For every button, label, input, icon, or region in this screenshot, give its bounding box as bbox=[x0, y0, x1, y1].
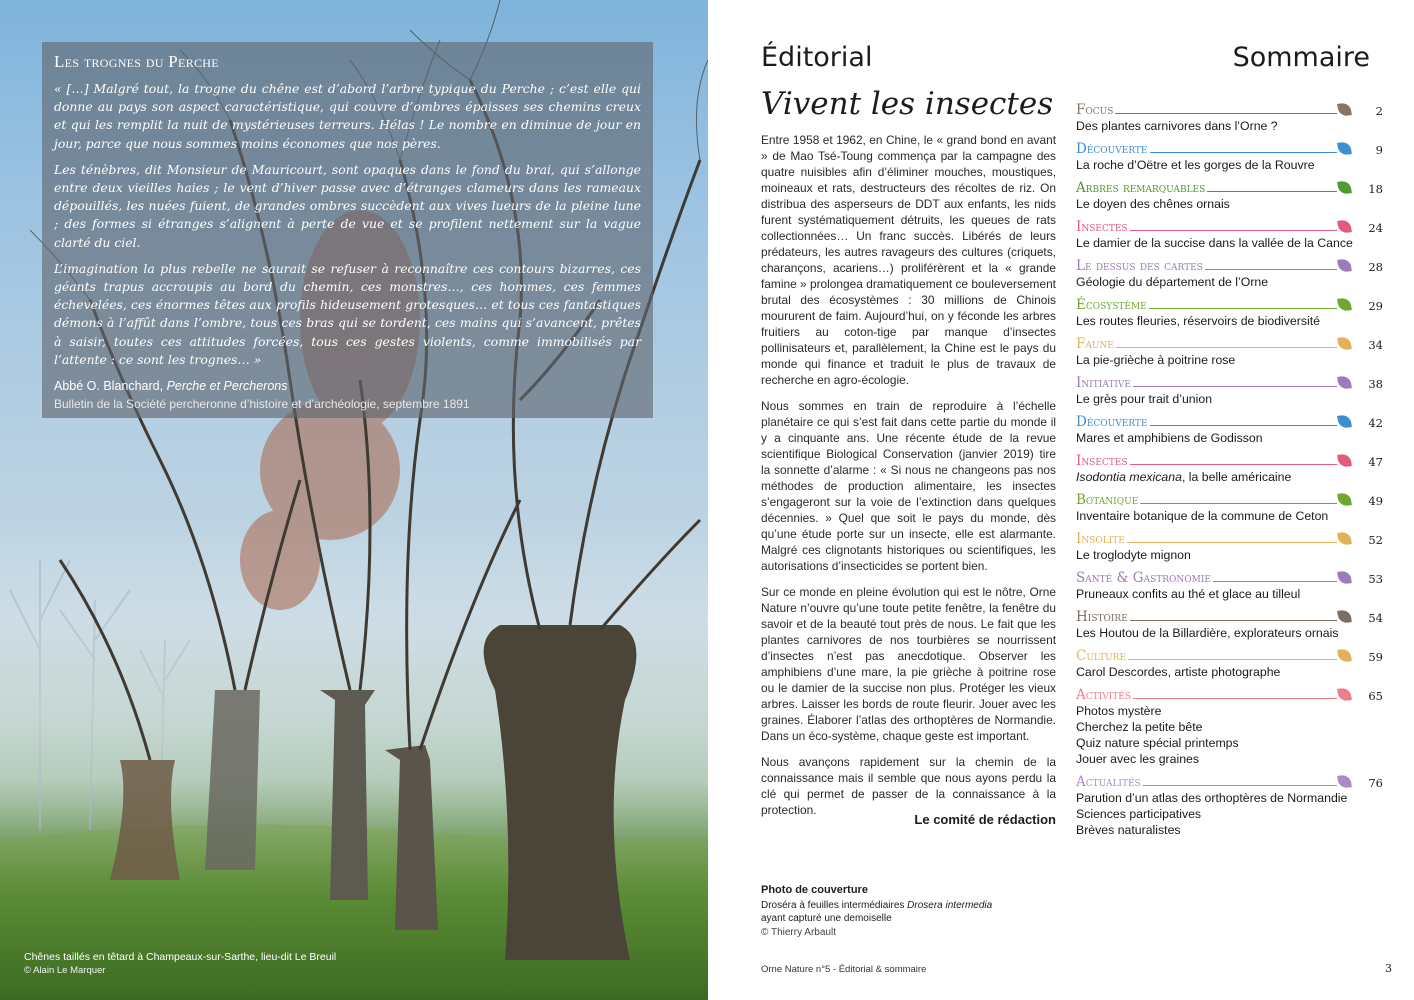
photo-credit: © Alain Le Marquer bbox=[24, 965, 106, 976]
toc-entry-header bbox=[1076, 774, 1383, 790]
toc-entry[interactable] bbox=[1076, 648, 1383, 680]
quote-box bbox=[42, 42, 653, 418]
toc-item: La roche d’Oëtre et les gorges de la Rouvre bbox=[1076, 158, 1315, 172]
toc-leader-line bbox=[1133, 698, 1337, 699]
toc-category: Faune bbox=[1076, 336, 1114, 352]
toc-page-number: 42 bbox=[1368, 416, 1383, 430]
editorial-paragraph: Nous avançons rapidement sur la chemin de la connaissance mais il semble que nous ayons perdu la clé qui permet de passer de la connaissance à la protection. bbox=[761, 755, 1056, 817]
toc-entry-header bbox=[1076, 219, 1383, 235]
toc-category: Le dessus des cartes bbox=[1076, 258, 1203, 274]
toc-entry[interactable] bbox=[1076, 102, 1383, 134]
toc-item: Cherchez la petite bête bbox=[1076, 720, 1203, 734]
toc-entry-header bbox=[1076, 609, 1383, 625]
cover-desc-suffix: ayant capturé une demoiselle bbox=[761, 912, 892, 924]
cover-photo-credit: © Thierry Arbault bbox=[761, 927, 836, 938]
quote-paragraph: Les ténèbres, dit Monsieur de Mauricourt, sont opaques dans le fond du brai, qui s’allonge entre deux vieilles haies ; le vent d’hiver passe avec d’étranges clameurs dans les rameaux dépouillés, les nuées fuient, de grandes ombres succèdent aux vives lueurs de la pleine lune ; des formes si étranges s’alignent à perte de vue et se profilent nettement sur la vague clarté du ciel. bbox=[54, 161, 641, 250]
toc-leader-line bbox=[1127, 542, 1337, 543]
quote-paragraph: « […] Malgré tout, la trogne du chêne est d’abord l’arbre typique du Perche ; c’est elle qui donne au pays son aspect caractéristique, qui couvre d’ombres épaisses ses chemins creux et qui les remplit la nuit de mystérieuses terreurs. Hélas ! Le nombre en diminue de jour en jour, parce que nous sommes moins économes que nos pères. bbox=[54, 81, 641, 151]
editorial-signature: Le comité de rédaction bbox=[914, 812, 1056, 827]
toc-category: Actualités bbox=[1076, 774, 1141, 790]
toc-entry[interactable] bbox=[1076, 570, 1383, 602]
toc-page-number: 76 bbox=[1368, 776, 1383, 790]
toc-entry-header bbox=[1076, 180, 1383, 196]
leaf-icon bbox=[1337, 492, 1352, 507]
toc-category: Insectes bbox=[1076, 219, 1128, 235]
quote-paragraph: L’imagination la plus rebelle ne saurait se refuser à reconnaître ces contours bizarres, ces géants trapus accroupis au bord du chemin, ces monstres…, ces hommes, ces femmes échevelées, ces énormes têtes aux profils hideusement grotesques… et tous ces fantastiques démons à l’affût dans l’ombre, tous ces bras qui se tordent, ces mains qui s’avancent, prêtes à saisir, toutes ces attitudes forcées, tous ces gestes violents, comme immobilisés par l’attente : ce sont les trognes… » bbox=[54, 260, 641, 367]
toc-item-species: Isodontia mexicana bbox=[1076, 470, 1182, 484]
editorial-page bbox=[708, 0, 1414, 1000]
toc-category: Culture bbox=[1076, 648, 1127, 664]
toc-category: Focus bbox=[1076, 102, 1114, 118]
toc-leader-line bbox=[1130, 230, 1337, 231]
toc-item: La pie-grièche à poitrine rose bbox=[1076, 353, 1236, 367]
toc-page-number: 18 bbox=[1368, 182, 1383, 196]
quote-author-work: Perche et Percherons bbox=[166, 379, 288, 394]
toc-page-number: 54 bbox=[1368, 611, 1383, 625]
toc-leader-line bbox=[1150, 425, 1337, 426]
toc-entry-header bbox=[1076, 492, 1383, 508]
toc-page-number: 28 bbox=[1368, 260, 1383, 274]
toc-page-number: 65 bbox=[1368, 689, 1383, 703]
cover-desc-species: Drosera intermedia bbox=[907, 900, 993, 911]
toc-entry-header bbox=[1076, 375, 1383, 391]
toc-item: Géologie du département de l’Orne bbox=[1076, 275, 1269, 289]
toc-page-number: 53 bbox=[1368, 572, 1383, 586]
toc-entry[interactable] bbox=[1076, 687, 1383, 767]
toc-entry-header bbox=[1076, 414, 1383, 430]
toc-item: Sciences participatives bbox=[1076, 807, 1202, 821]
toc-item: Jouer avec les graines bbox=[1076, 752, 1200, 766]
toc-leader-line bbox=[1213, 581, 1337, 582]
toc-page-number: 47 bbox=[1368, 455, 1383, 469]
toc-page-number: 59 bbox=[1368, 650, 1383, 664]
toc-item bbox=[1076, 469, 1383, 485]
toc-leader-line bbox=[1116, 347, 1337, 348]
toc-page-number: 9 bbox=[1375, 143, 1383, 157]
toc-leader-line bbox=[1133, 386, 1337, 387]
cover-photo-info bbox=[761, 884, 1056, 938]
toc-entry-header bbox=[1076, 570, 1383, 586]
editorial-body bbox=[761, 132, 1056, 828]
toc-leader-line bbox=[1150, 152, 1337, 153]
toc-category: Santé & Gastronomie bbox=[1076, 570, 1211, 586]
toc-entry[interactable] bbox=[1076, 258, 1383, 290]
leaf-icon bbox=[1337, 336, 1352, 351]
toc-item: Des plantes carnivores dans l’Orne ? bbox=[1076, 119, 1278, 133]
photo-caption: Chênes taillés en têtard à Champeaux-sur-Sarthe, lieu-dit Le Breuil bbox=[24, 951, 337, 963]
leaf-icon bbox=[1337, 531, 1352, 546]
editorial-paragraph: Sur ce monde en pleine évolution qui est le nôtre, Orne Nature n’ouvre qu’une toute petite fenêtre, la fenêtre du savoir et de la beauté tout près de nous. Le fait que les plantes carnivores de nos tourbières se nourrissent d’insectes n’est pas anecdotique. Observer les amphibiens d’une mare, la pie grièche à poitrine rose ou le damier de la succise non plus. Protéger les vieux arbres. Laisser les bords de route fleurir. Jouer avec les graines. Élaborer l’atlas des orthoptères de Normandie. Dans un éco-système, chaque geste est important. bbox=[761, 585, 1056, 743]
toc-entry-header bbox=[1076, 141, 1383, 157]
toc-entry[interactable] bbox=[1076, 180, 1383, 212]
leaf-icon bbox=[1337, 297, 1352, 312]
toc-entry[interactable] bbox=[1076, 453, 1383, 485]
leaf-icon bbox=[1337, 141, 1352, 156]
toc-entry-header bbox=[1076, 453, 1383, 469]
cover-photo-description bbox=[761, 900, 1056, 925]
toc-leader-line bbox=[1130, 620, 1337, 621]
toc-entry-header bbox=[1076, 297, 1383, 313]
toc-entry[interactable] bbox=[1076, 774, 1383, 838]
toc-leader-line bbox=[1115, 113, 1337, 114]
table-of-contents bbox=[1076, 102, 1383, 845]
toc-entry[interactable] bbox=[1076, 375, 1383, 407]
footer-text: Orne Nature n°5 - Éditorial & sommaire bbox=[761, 964, 927, 975]
editorial-heading: Éditorial bbox=[761, 42, 873, 73]
toc-category: Botanique bbox=[1076, 492, 1139, 508]
toc-category: Arbres remarquables bbox=[1076, 180, 1206, 196]
leaf-icon bbox=[1337, 570, 1352, 585]
toc-leader-line bbox=[1128, 659, 1337, 660]
toc-category: Insolite bbox=[1076, 531, 1125, 547]
toc-page-number: 24 bbox=[1368, 221, 1383, 235]
toc-item: Le doyen des chênes ornais bbox=[1076, 197, 1230, 211]
toc-entry-header bbox=[1076, 648, 1383, 664]
toc-item: Pruneaux confits au thé et glace au tilleul bbox=[1076, 587, 1301, 601]
toc-category: Découverte bbox=[1076, 141, 1148, 157]
editorial-paragraph: Nous sommes en train de reproduire à l’échelle planétaire ce qui s’est fait dans cette partie du monde il y a cinquante ans. Une récente étude de la revue scientifique Biological Conservation (janvier 2019) tire la sonnette d’alarme : « Si nous ne changeons pas nos méthodes de production alimentaire, les insectes s’engageront sur la voie de l’extinction dans quelques décennies. » Quel que soit le pays du monde, dès qu’une étude porte sur un insecte, elle est alarmante. Malgré ces clignotants historiques ou scientifiques, les autorisations d’insecticides se portent bien. bbox=[761, 399, 1056, 573]
toc-item: Le grès pour trait d’union bbox=[1076, 392, 1213, 406]
toc-category: Écosystème bbox=[1076, 297, 1147, 313]
toc-category: Activités bbox=[1076, 687, 1131, 703]
leaf-icon bbox=[1337, 648, 1352, 663]
leaf-icon bbox=[1337, 258, 1352, 273]
toc-entry[interactable] bbox=[1076, 336, 1383, 368]
toc-leader-line bbox=[1130, 464, 1337, 465]
toc-item: Parution d’un atlas des orthoptères de Normandie bbox=[1076, 791, 1348, 805]
toc-leader-line bbox=[1205, 269, 1337, 270]
leaf-icon bbox=[1337, 375, 1352, 390]
page-number: 3 bbox=[1385, 962, 1392, 975]
toc-entry[interactable] bbox=[1076, 609, 1383, 641]
quote-title: Les trognes du Perche bbox=[54, 52, 219, 71]
toc-page-number: 2 bbox=[1375, 104, 1383, 118]
toc-page-number: 49 bbox=[1368, 494, 1383, 508]
toc-entry[interactable] bbox=[1076, 141, 1383, 173]
toc-entry-header bbox=[1076, 258, 1383, 274]
toc-entry-header bbox=[1076, 531, 1383, 547]
toc-item: Quiz nature spécial printemps bbox=[1076, 736, 1239, 750]
toc-item: Carol Descordes, artiste photographe bbox=[1076, 665, 1281, 679]
toc-leader-line bbox=[1140, 503, 1337, 504]
toc-item: Mares et amphibiens de Godisson bbox=[1076, 431, 1263, 445]
toc-leader-line bbox=[1149, 308, 1337, 309]
toc-item: Les Houtou de la Billardière, explorateurs ornais bbox=[1076, 626, 1339, 640]
toc-entry[interactable] bbox=[1076, 219, 1383, 251]
toc-page-number: 52 bbox=[1368, 533, 1383, 547]
leaf-icon bbox=[1337, 180, 1352, 195]
toc-page-number: 38 bbox=[1368, 377, 1383, 391]
toc-category: Découverte bbox=[1076, 414, 1148, 430]
leaf-icon bbox=[1337, 453, 1352, 468]
toc-item: Le damier de la succise dans la vallée de la Cance bbox=[1076, 236, 1353, 250]
toc-item: Inventaire botanique de la commune de Ceton bbox=[1076, 509, 1329, 523]
toc-entry-header bbox=[1076, 102, 1383, 118]
toc-entry[interactable] bbox=[1076, 414, 1383, 446]
cover-desc-prefix: Droséra à feuilles intermédiaires bbox=[761, 900, 908, 911]
toc-item: Brèves naturalistes bbox=[1076, 823, 1181, 837]
leaf-icon bbox=[1337, 687, 1352, 702]
toc-category: Initiative bbox=[1076, 375, 1131, 391]
toc-entry-header bbox=[1076, 687, 1383, 703]
leaf-icon bbox=[1337, 102, 1352, 117]
toc-item: Les routes fleuries, réservoirs de biodiversité bbox=[1076, 314, 1320, 328]
quote-author-name: Abbé O. Blanchard, bbox=[54, 379, 167, 394]
sommaire-heading: Sommaire bbox=[1232, 42, 1370, 73]
quote-source: Bulletin de la Société percheronne d’histoire et d’archéologie, septembre 1891 bbox=[54, 397, 470, 412]
editorial-paragraph: Entre 1958 et 1962, en Chine, le « grand bond en avant » de Mao Tsé-Toung commença par la campagne des quatre nuisibles afin d’éliminer mouches, moustiques, moineaux et rats, destructeurs des récoltes de riz. On distribua des asperseurs de DDT aux enfants, les nids furent systématiquement détruits, les queues de rats collectionnées… Un franc succès. Libérés de leurs prédateurs, les autres ravageurs des cultures (criquets, charançons, acariens…) proliférèrent et la « grande famine » prolongea dramatiquement ce bouleversement brutal des écosystèmes : 30 millions de Chinois moururent de faim. Aujourd’hui, on y féconde les arbres fruitiers au coton-tige par manque d’insectes pollinisateurs et, parallèlement, la Chine est le pays du monde qui finance et traduit le plus de travaux de recherche en agro-écologie. bbox=[761, 133, 1056, 387]
leaf-icon bbox=[1337, 774, 1352, 789]
toc-item-suffix: , la belle américaine bbox=[1181, 470, 1292, 484]
toc-category: Histoire bbox=[1076, 609, 1128, 625]
toc-page-number: 34 bbox=[1368, 338, 1383, 352]
toc-entry[interactable] bbox=[1076, 492, 1383, 524]
toc-entry[interactable] bbox=[1076, 297, 1383, 329]
toc-leader-line bbox=[1143, 785, 1337, 786]
editorial-title: Vivent les insectes bbox=[761, 86, 1054, 122]
toc-item: Photos mystère bbox=[1076, 704, 1162, 718]
toc-entry-header bbox=[1076, 336, 1383, 352]
leaf-icon bbox=[1337, 609, 1352, 624]
quote-author bbox=[54, 379, 641, 393]
leaf-icon bbox=[1337, 414, 1352, 429]
toc-leader-line bbox=[1207, 191, 1337, 192]
toc-entry[interactable] bbox=[1076, 531, 1383, 563]
leaf-icon bbox=[1337, 219, 1352, 234]
toc-item: Le troglodyte mignon bbox=[1076, 548, 1191, 562]
cover-photo-title: Photo de couverture bbox=[761, 884, 868, 896]
toc-category: Insectes bbox=[1076, 453, 1128, 469]
toc-page-number: 29 bbox=[1368, 299, 1383, 313]
